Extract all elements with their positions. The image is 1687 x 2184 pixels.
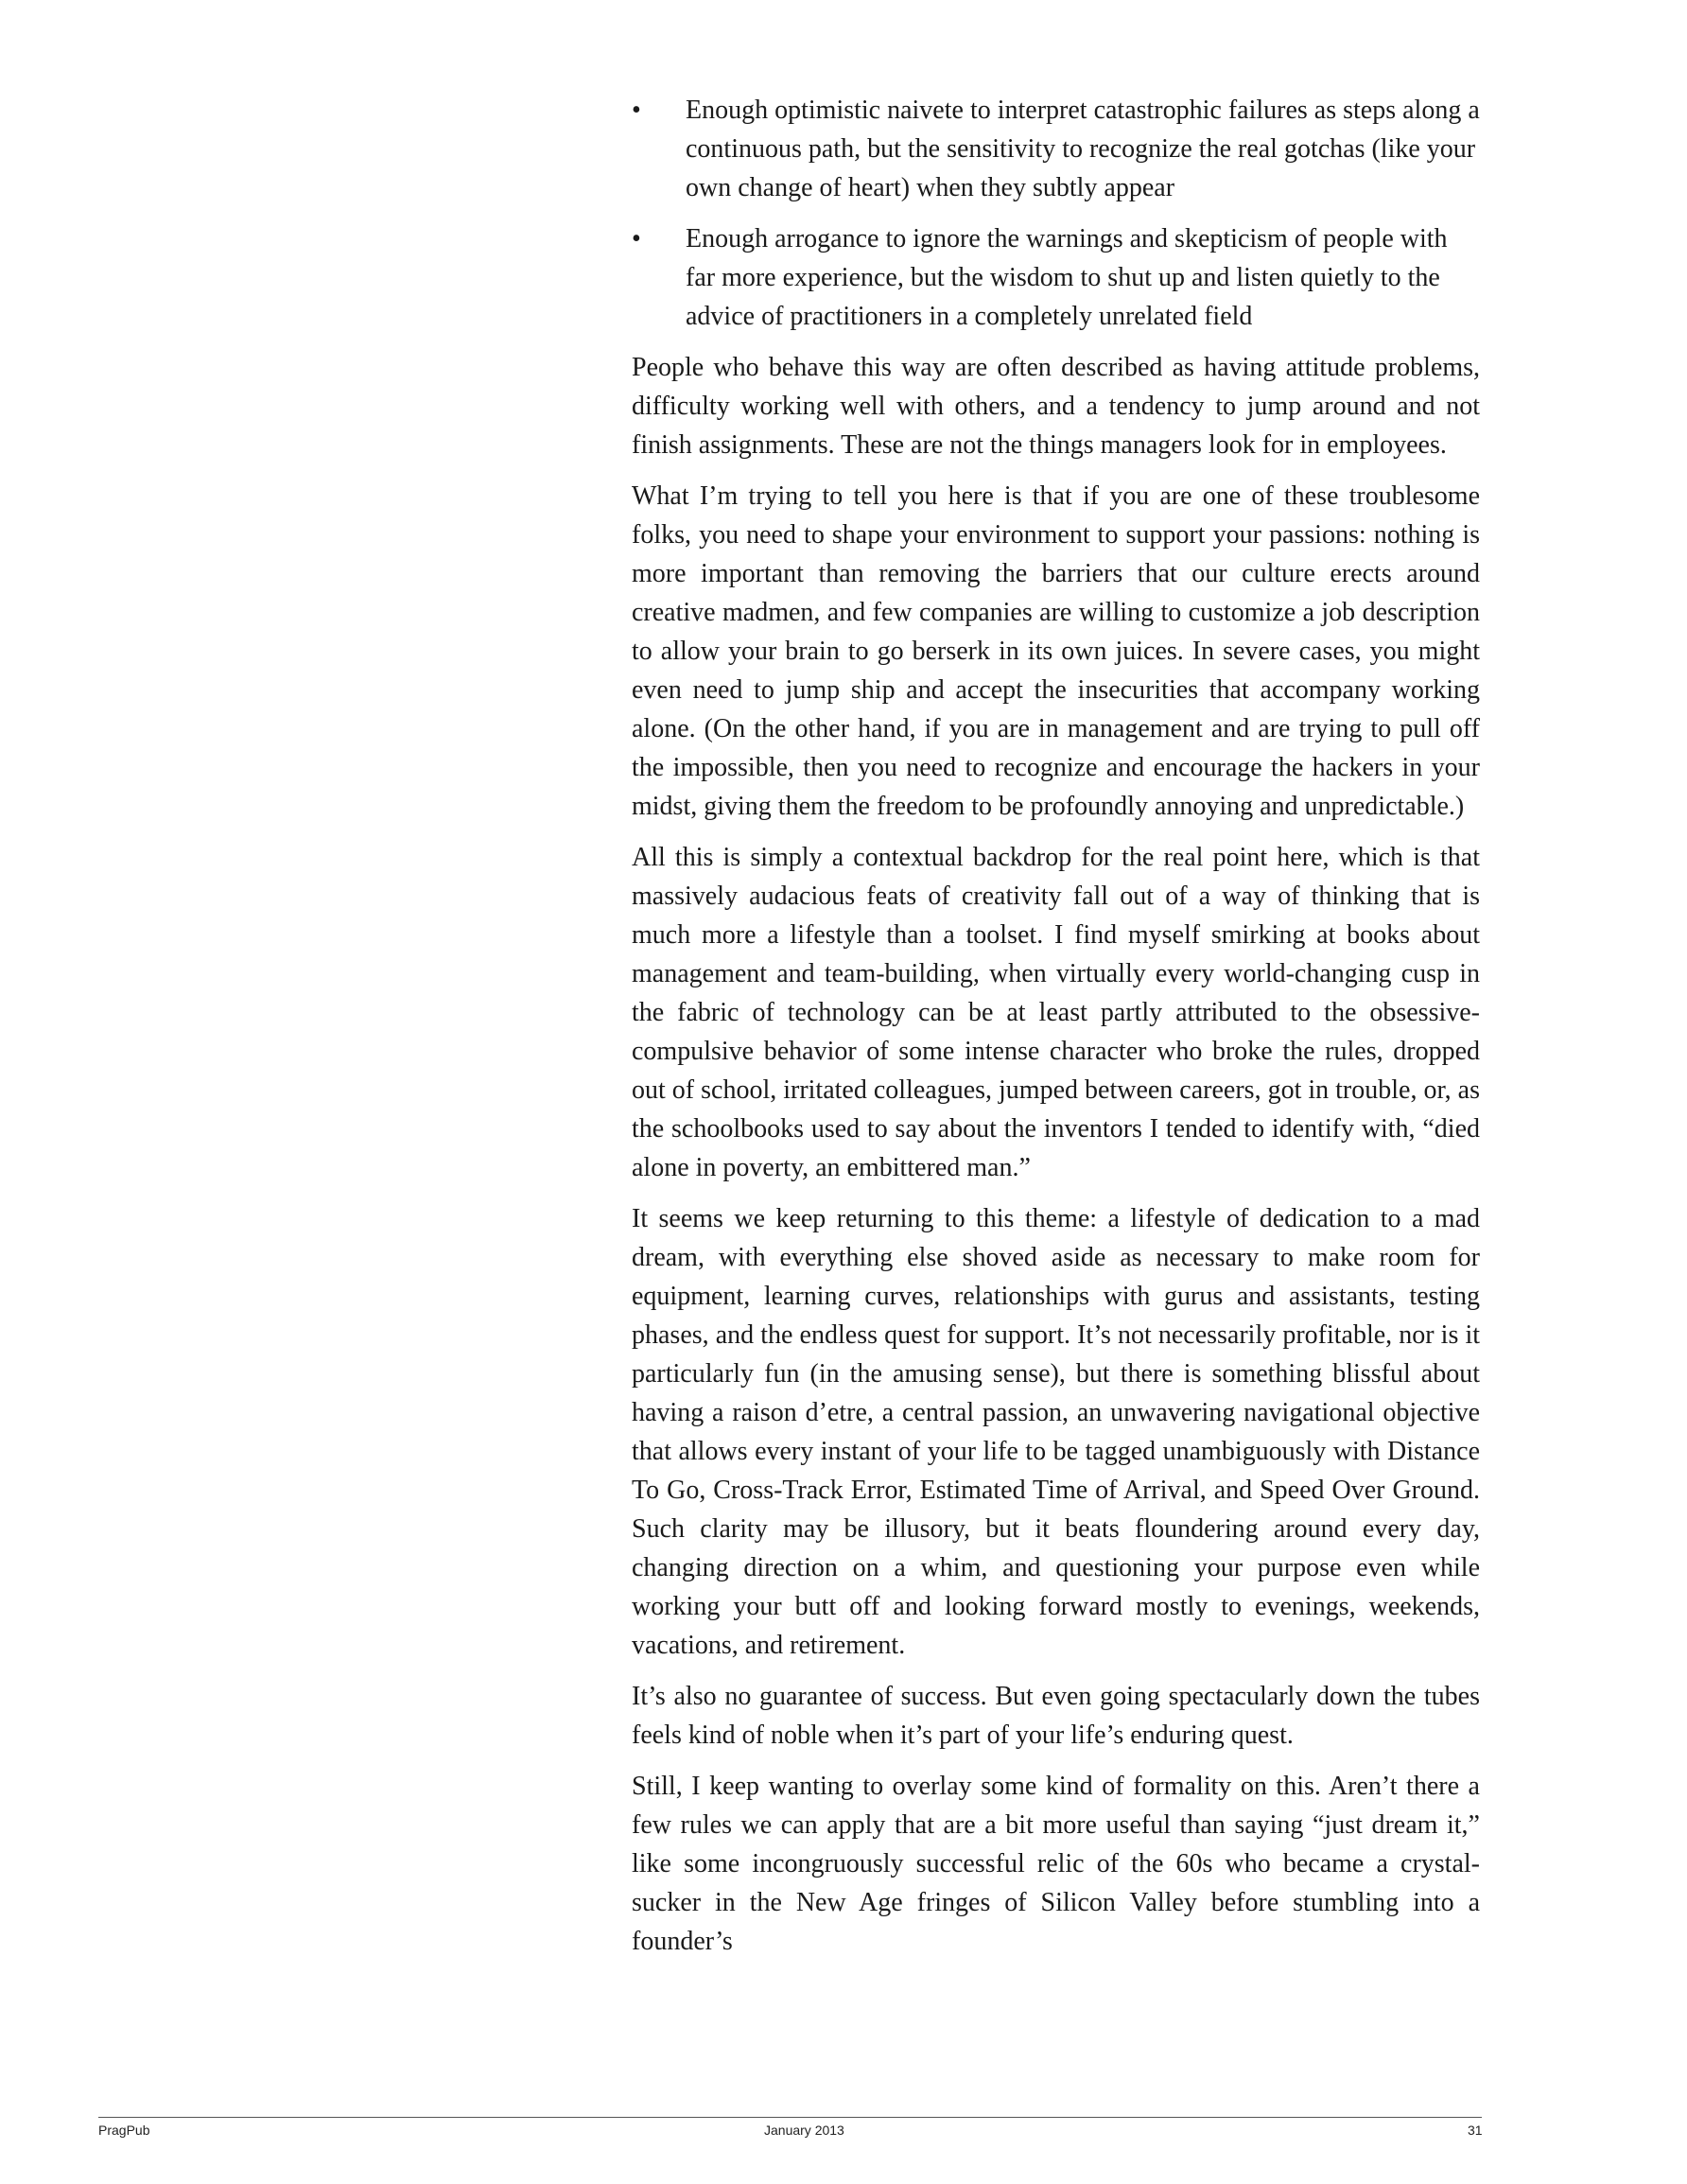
bullet-marker-icon: •: [632, 96, 641, 125]
article-body: [632, 91, 1480, 1973]
paragraph: Still, I keep wanting to overlay some kind of formality on this. Aren’t there a few rules we can apply that are a bit more useful than saying “just dream it,” like some incongruously successful relic of the 60s who became a crystal-sucker in the New Age fringes of Silicon Valley before stumbling into a founder’s: [632, 1772, 1480, 1956]
bullet-text: Enough arrogance to ignore the warnings and skepticism of people with far more experience, but the wisdom to shut up and listen quietly to the advice of practitioners in a completely unrelated field: [686, 224, 1448, 331]
bullet-item: [632, 219, 1480, 336]
bullet-item: [632, 91, 1480, 207]
bullet-list: [632, 91, 1480, 336]
paragraph: It seems we keep returning to this theme: a lifestyle of dedication to a mad dream, with everything else shoved aside as necessary to make room for equipment, learning curves, relationships with gurus and assistants, testing phases, and the endless quest for support. It’s not necessarily profitable, nor is it particularly fun (in the amusing sense), but there is something blissful about having a raison d’etre, a central passion, an unwavering navigational objective that allows every instant of your life to be tagged unambiguously with Distance To Go, Cross-Track Error, Estimated Time of Arrival, and Speed Over Ground. Such clarity may be illusory, but it beats floundering around every day, changing direction on a whim, and questioning your purpose even while working your butt off and looking forward mostly to evenings, weekends, vacations, and retirement.: [632, 1204, 1480, 1660]
footer-publication: PragPub: [98, 2123, 150, 2138]
paragraph: It’s also no guarantee of success. But even going spectacularly down the tubes feels kind of noble when it’s part of your life’s enduring quest.: [632, 1682, 1480, 1750]
bullet-marker-icon: •: [632, 224, 641, 253]
footer-issue-date: January 2013: [764, 2123, 844, 2138]
footer-page-number: 31: [1468, 2123, 1483, 2138]
paragraph: People who behave this way are often described as having attitude problems, difficulty working well with others, and a tendency to jump around and not finish assignments. These are not the things managers look for in employees.: [632, 353, 1480, 460]
paragraph: All this is simply a contextual backdrop for the real point here, which is that massively audacious feats of creativity fall out of a way of thinking that is much more a lifestyle than a toolset. I find myself smirking at books about management and team-building, when virtually every world-changing cusp in the fabric of technology can be at least partly attributed to the obsessive-compulsive behavior of some intense character who broke the rules, dropped out of school, irritated colleagues, jumped between careers, got in trouble, or, as the schoolbooks used to say about the inventors I tended to identify with, “died alone in poverty, an embittered man.”: [632, 843, 1480, 1182]
footer-divider: [98, 2117, 1482, 2118]
bullet-text: Enough optimistic naivete to interpret catastrophic failures as steps along a continuous path, but the sensitivity to recognize the real gotchas (like your own change of heart) when they subtly appear: [686, 96, 1480, 202]
paragraph: What I’m trying to tell you here is that if you are one of these troublesome folks, you need to shape your environment to support your passions: nothing is more important than removing the barriers that our culture erects around creative madmen, and few companies are willing to customize a job description to allow your brain to go berserk in its own juices. In severe cases, you might even need to jump ship and accept the insecurities that accompany working alone. (On the other hand, if you are in management and are trying to pull off the impossible, then you need to recognize and encourage the hackers in your midst, giving them the freedom to be profoundly annoying and unpredictable.): [632, 481, 1480, 821]
